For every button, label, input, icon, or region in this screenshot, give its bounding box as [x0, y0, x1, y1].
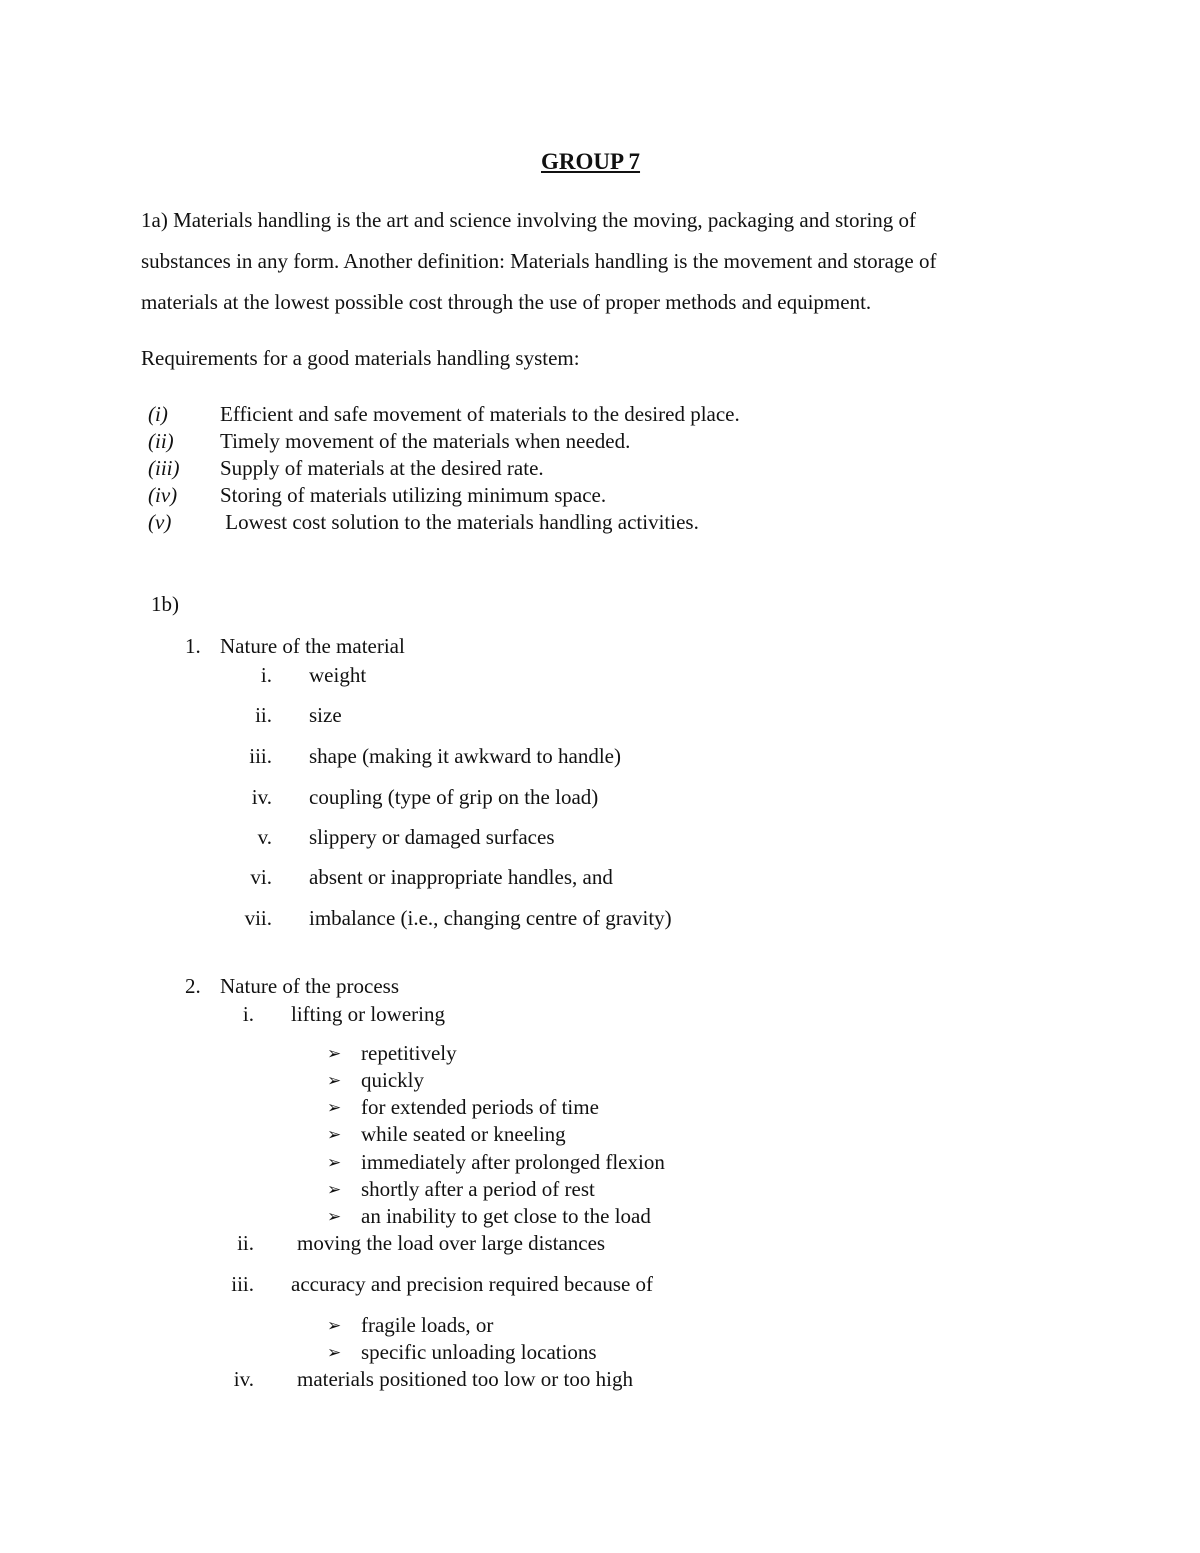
list-item: Nature of the material [220, 634, 405, 658]
sub-item: imbalance (i.e., changing centre of gravity) [309, 906, 672, 930]
arrowhead-bullet-icon: ➢ [327, 1098, 342, 1117]
arrowhead-bullet-icon: ➢ [327, 1316, 342, 1335]
arrowhead-bullet-icon: ➢ [327, 1071, 342, 1090]
list-item: Supply of materials at the desired rate. [220, 456, 544, 480]
list-number: (iii) [148, 456, 180, 480]
paragraph-line: substances in any form. Another definition: Materials handling is the movement and storage of [141, 249, 937, 273]
sub-item: shape (making it awkward to handle) [309, 744, 621, 768]
sub-item: weight [309, 663, 367, 687]
sub-number: ii. [255, 703, 272, 727]
sub-number: iii. [249, 744, 272, 768]
bullet-item: fragile loads, or [361, 1313, 494, 1337]
bullet-item: an inability to get close to the load [361, 1204, 651, 1228]
sub-item: materials positioned too low or too high [297, 1367, 633, 1391]
bullet-item: specific unloading locations [361, 1340, 597, 1364]
bullet-item: shortly after a period of rest [361, 1177, 595, 1201]
arrowhead-bullet-icon: ➢ [327, 1125, 342, 1144]
sub-number: ii. [237, 1231, 254, 1255]
list-item: Lowest cost solution to the materials handling activities. [220, 510, 699, 534]
sub-item: coupling (type of grip on the load) [309, 785, 599, 809]
sub-number: iii. [231, 1272, 254, 1296]
list-number: (i) [148, 402, 168, 426]
sub-item: size [309, 703, 342, 727]
sub-number: vii. [244, 906, 272, 930]
sub-number: vi. [250, 865, 272, 889]
paragraph-line: materials at the lowest possible cost through the use of proper methods and equipment. [141, 290, 872, 314]
bullet-item: while seated or kneeling [361, 1122, 566, 1146]
arrowhead-bullet-icon: ➢ [327, 1180, 342, 1199]
bullet-item: quickly [361, 1068, 424, 1092]
list-number: 2. [185, 974, 201, 998]
list-item: Timely movement of the materials when needed. [220, 429, 631, 453]
paragraph-line: 1a) Materials handling is the art and science involving the moving, packaging and storing of [141, 208, 917, 232]
sub-number: v. [257, 825, 272, 849]
sub-item: slippery or damaged surfaces [309, 825, 555, 849]
sub-number: i. [260, 663, 272, 687]
list-number: (ii) [148, 429, 174, 453]
requirements-heading: Requirements for a good materials handling system: [141, 346, 580, 370]
sub-number: iv. [251, 785, 272, 809]
arrowhead-bullet-icon: ➢ [327, 1044, 342, 1063]
sub-item: absent or inappropriate handles, and [309, 865, 613, 889]
list-item: Efficient and safe movement of materials to the desired place. [220, 402, 740, 426]
list-item: Nature of the process [220, 974, 400, 998]
sub-number: i. [242, 1002, 254, 1026]
bullet-item: immediately after prolonged flexion [361, 1150, 665, 1174]
list-number: 1. [185, 634, 201, 658]
arrowhead-bullet-icon: ➢ [327, 1207, 342, 1226]
list-number: (v) [148, 510, 172, 534]
arrowhead-bullet-icon: ➢ [327, 1343, 342, 1362]
page-title: GROUP 7 [541, 149, 641, 174]
bullet-item: repetitively [361, 1041, 457, 1065]
arrowhead-bullet-icon: ➢ [327, 1153, 342, 1172]
sub-item: moving the load over large distances [297, 1231, 606, 1255]
section-label: 1b) [151, 592, 179, 616]
sub-number: iv. [233, 1367, 254, 1391]
sub-item: accuracy and precision required because of [291, 1272, 654, 1296]
bullet-item: for extended periods of time [361, 1095, 599, 1119]
list-number: (iv) [148, 483, 178, 507]
list-item: Storing of materials utilizing minimum space. [220, 483, 607, 507]
sub-item: lifting or lowering [291, 1002, 445, 1026]
